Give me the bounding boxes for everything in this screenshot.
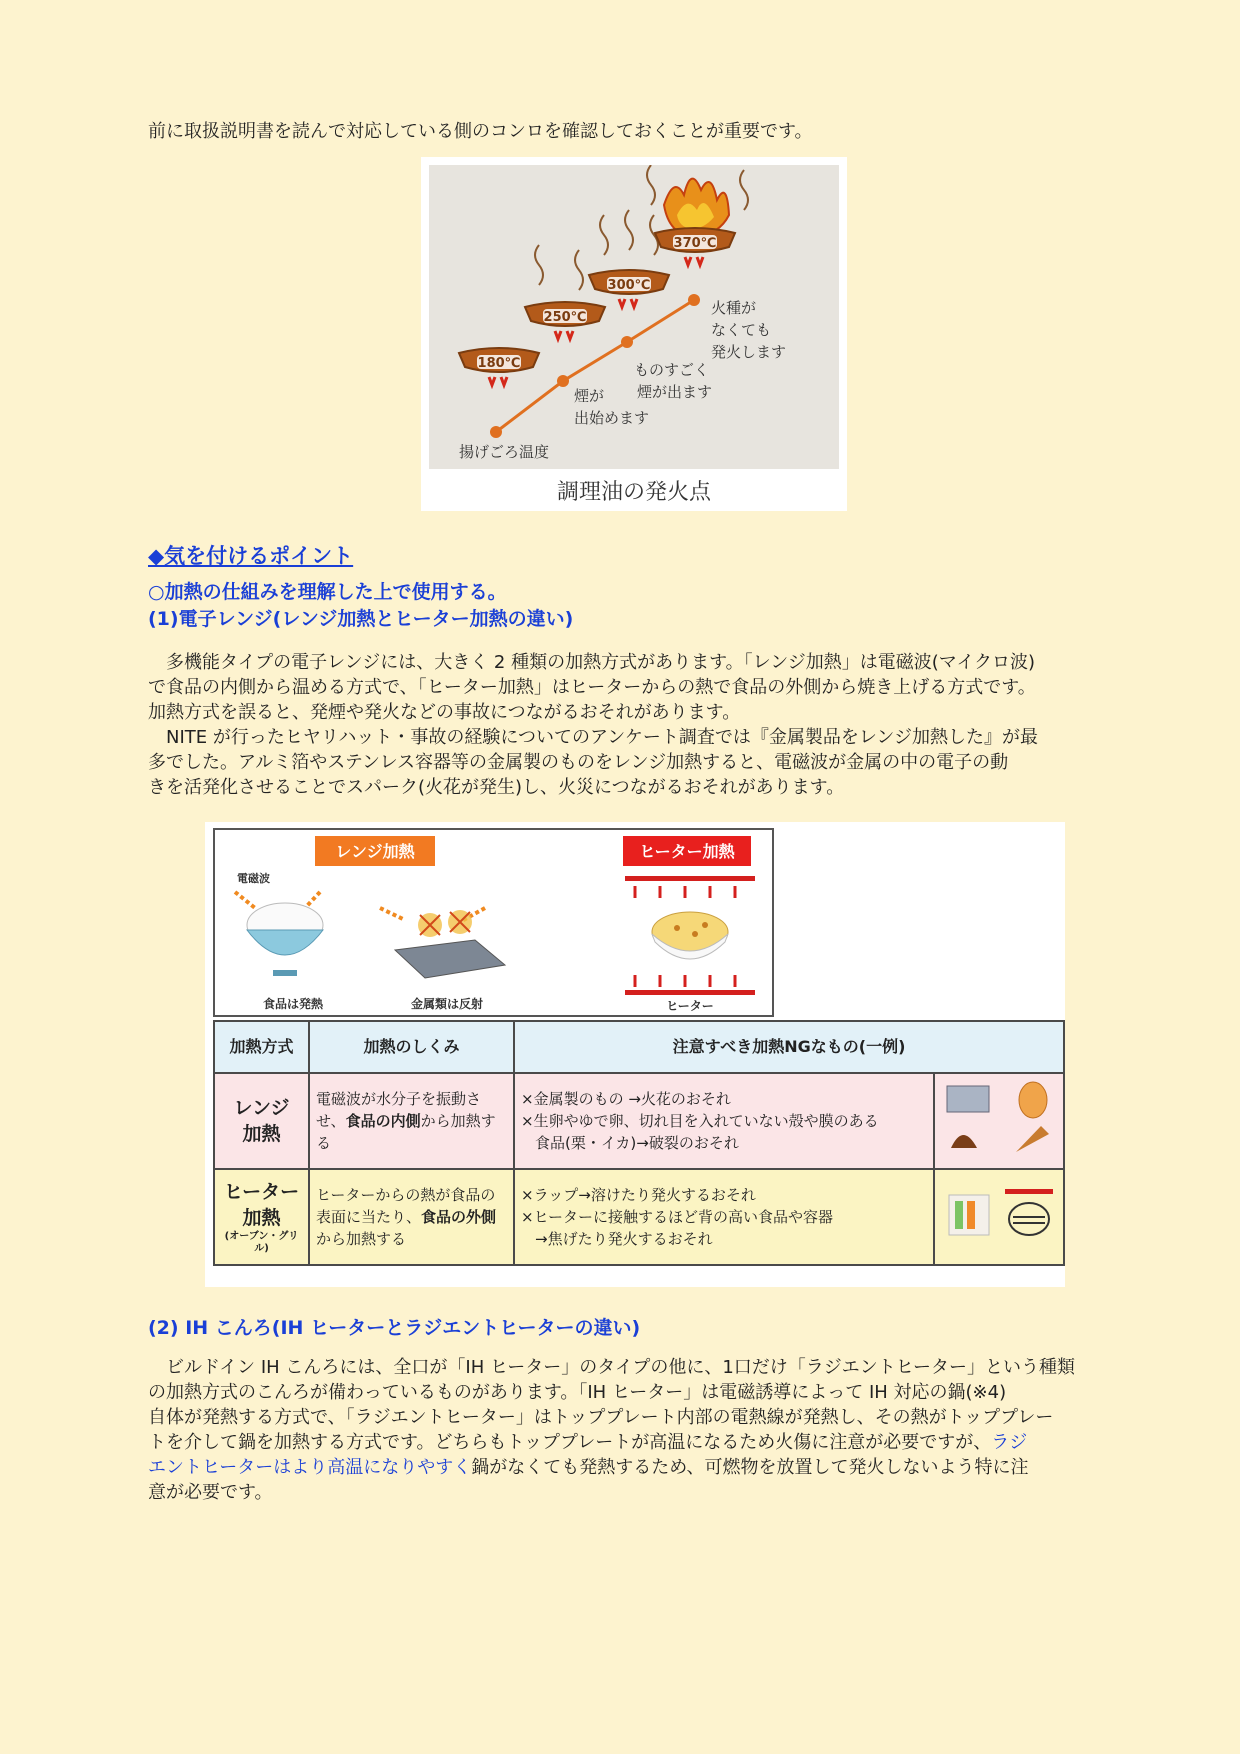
para-line: 意が必要です。 — [148, 1482, 273, 1503]
method-name-line: 加熱 — [242, 1123, 281, 1145]
label-food: 食品は発熱 — [263, 997, 324, 1011]
method-name-line: ヒーター — [223, 1181, 300, 1203]
temp-250: 250℃ — [543, 310, 587, 325]
figure-panel — [429, 165, 839, 469]
label-heater: ヒーター — [666, 999, 714, 1013]
heater-top-bar — [625, 876, 755, 881]
label-base: 揚げごろ温度 — [459, 443, 550, 461]
point-180 — [490, 426, 502, 438]
heating-method-table — [213, 1020, 1065, 1266]
heater-title: ヒーター加熱 — [639, 842, 735, 861]
table-header: 加熱のしくみ — [309, 1021, 514, 1073]
label-smoke-start-2: 出始めます — [574, 409, 650, 427]
method-name-range — [214, 1073, 309, 1169]
paragraph-ih-stove — [148, 1355, 1138, 1505]
ignition-diagram — [429, 165, 839, 469]
label-ignite-1: 火種が — [711, 299, 757, 317]
para-line: エントヒーターはより高温になりやすく鍋がなくても発熱するため、可燃物を放置して発火しないよう特に注 — [148, 1457, 1029, 1478]
label-heavy-smoke-1: ものすごく — [634, 361, 710, 379]
label-ignite-2: なくても — [711, 321, 772, 339]
para-line: で食品の内側から温める方式で、「ヒーター加熱」はヒーターからの熱で食品の外側から焼き上げる方式です。 — [148, 677, 1036, 698]
label-smoke-start-1: 煙が — [574, 387, 605, 405]
highlight-text: エントヒーターはより高温になりやすく — [148, 1457, 472, 1478]
temp-180: 180℃ — [477, 356, 521, 371]
point-370 — [688, 294, 700, 306]
heating-method-figure — [205, 822, 1065, 1287]
paragraph-microwave — [148, 650, 1138, 800]
para-line: 自体が発熱する方式で、「ラジエントヒーター」はトッププレート内部の電熱線が発熱し、その熱がトッププレー — [148, 1407, 1054, 1428]
table-header: 注意すべき加熱NGなもの(一例) — [514, 1021, 1064, 1073]
gratin-dish-icon — [652, 912, 728, 959]
heating-illustration — [213, 828, 774, 1017]
heater-down-arrows — [635, 886, 735, 898]
intro-line: 前に取扱説明書を読んで対応している側のコンロを確認しておくことが重要です。 — [148, 121, 813, 142]
heater-bottom-bar — [625, 990, 755, 995]
table-row — [214, 1073, 1064, 1169]
label-wave: 電磁波 — [237, 872, 270, 885]
para-line: 多でした。アルミ箔やステンレス容器等の金属製のものをレンジ加熱すると、電磁波が金属の中の電子の動 — [148, 752, 1009, 773]
para-line: NITE が行ったヒヤリハット・事故の経験についてのアンケート調査では『金属製品をレンジ加熱した』が最 — [148, 727, 1038, 748]
label-metal: 金属類は反射 — [411, 997, 484, 1011]
para-line: ビルドイン IH こんろには、全口が「IH ヒーター」のタイプの他に、1口だけ「ラジエントヒーター」という種類 — [148, 1357, 1076, 1378]
mechanism-range: 電磁波が水分子を振動させ、食品の内側から加熱する — [309, 1073, 514, 1169]
rice-bowl-icon — [247, 903, 323, 976]
method-name-line: 加熱 — [242, 1207, 281, 1229]
mechanism-heater: ヒーターからの熱が食品の表面に当たり、食品の外側から加熱する — [309, 1169, 514, 1265]
foil-egg-chestnut-squid-icon — [941, 1078, 1057, 1158]
ng-images-range — [934, 1073, 1064, 1169]
method-name-sub: (オーブン・グリル) — [224, 1231, 299, 1254]
para-line: の加熱方式のこんろが備わっているものがあります。「IH ヒーター」は電磁誘導によって IH 対応の鍋(※4) — [148, 1382, 1007, 1403]
method-name-line: レンジ — [233, 1097, 290, 1119]
point-300 — [621, 336, 633, 348]
oil-ignition-figure — [421, 157, 847, 511]
ng-items-heater: ×ラップ→溶けたり発火するおそれ ×ヒーターに接触するほど背の高い食品や容器 →焦げたり発火するおそれ — [514, 1169, 934, 1265]
heating-illustration-svg — [215, 830, 772, 1015]
point-250 — [557, 375, 569, 387]
label-ignite-3: 発火します — [711, 343, 787, 361]
ng-images-heater — [934, 1169, 1064, 1265]
para-line: 加熱方式を誤ると、発煙や発火などの事故につながるおそれがあります。 — [148, 702, 741, 723]
para-line: トを介して鍋を加熱する方式です。どちらもトッププレートが高温になるため火傷に注意が必要ですが、ラジ — [148, 1432, 1028, 1453]
temp-300: 300℃ — [607, 278, 651, 293]
heater-up-arrows — [635, 975, 735, 987]
method-name-heater — [214, 1169, 309, 1265]
label-heavy-smoke-2: 煙が出ます — [637, 383, 713, 401]
ng-items-range: ×金属製のもの →火花のおそれ ×生卵やゆで卵、切れ目を入れていない殻や膜のある 食品(栗・イカ)→破裂のおそれ — [514, 1073, 934, 1169]
table-row — [214, 1169, 1064, 1265]
temp-370: 370℃ — [673, 236, 717, 251]
subheading-heating-mechanism: ○加熱の仕組みを理解した上で使用する。 — [148, 581, 507, 603]
highlight-text: ラジ — [991, 1432, 1028, 1453]
para-line: きを活発化させることでスパーク(火花が発生)し、火災につながるおそれがあります。 — [148, 777, 845, 798]
wrap-pot-icon — [941, 1179, 1057, 1249]
table-header: 加熱方式 — [214, 1021, 309, 1073]
range-title: レンジ加熱 — [335, 842, 415, 861]
figure-caption: 調理油の発火点 — [556, 480, 711, 505]
points-heading-link[interactable]: ◆気を付けるポイント — [148, 544, 354, 568]
subheading-microwave: (1)電子レンジ(レンジ加熱とヒーター加熱の違い) — [148, 608, 574, 630]
metal-tray-icon — [395, 910, 505, 978]
subheading-ih-stove: (2) IH こんろ(IH ヒーターとラジエントヒーターの違い) — [148, 1317, 641, 1339]
para-line: 多機能タイプの電子レンジには、大きく 2 種類の加熱方式があります。「レンジ加熱」は電磁波(マイクロ波) — [148, 652, 1036, 673]
